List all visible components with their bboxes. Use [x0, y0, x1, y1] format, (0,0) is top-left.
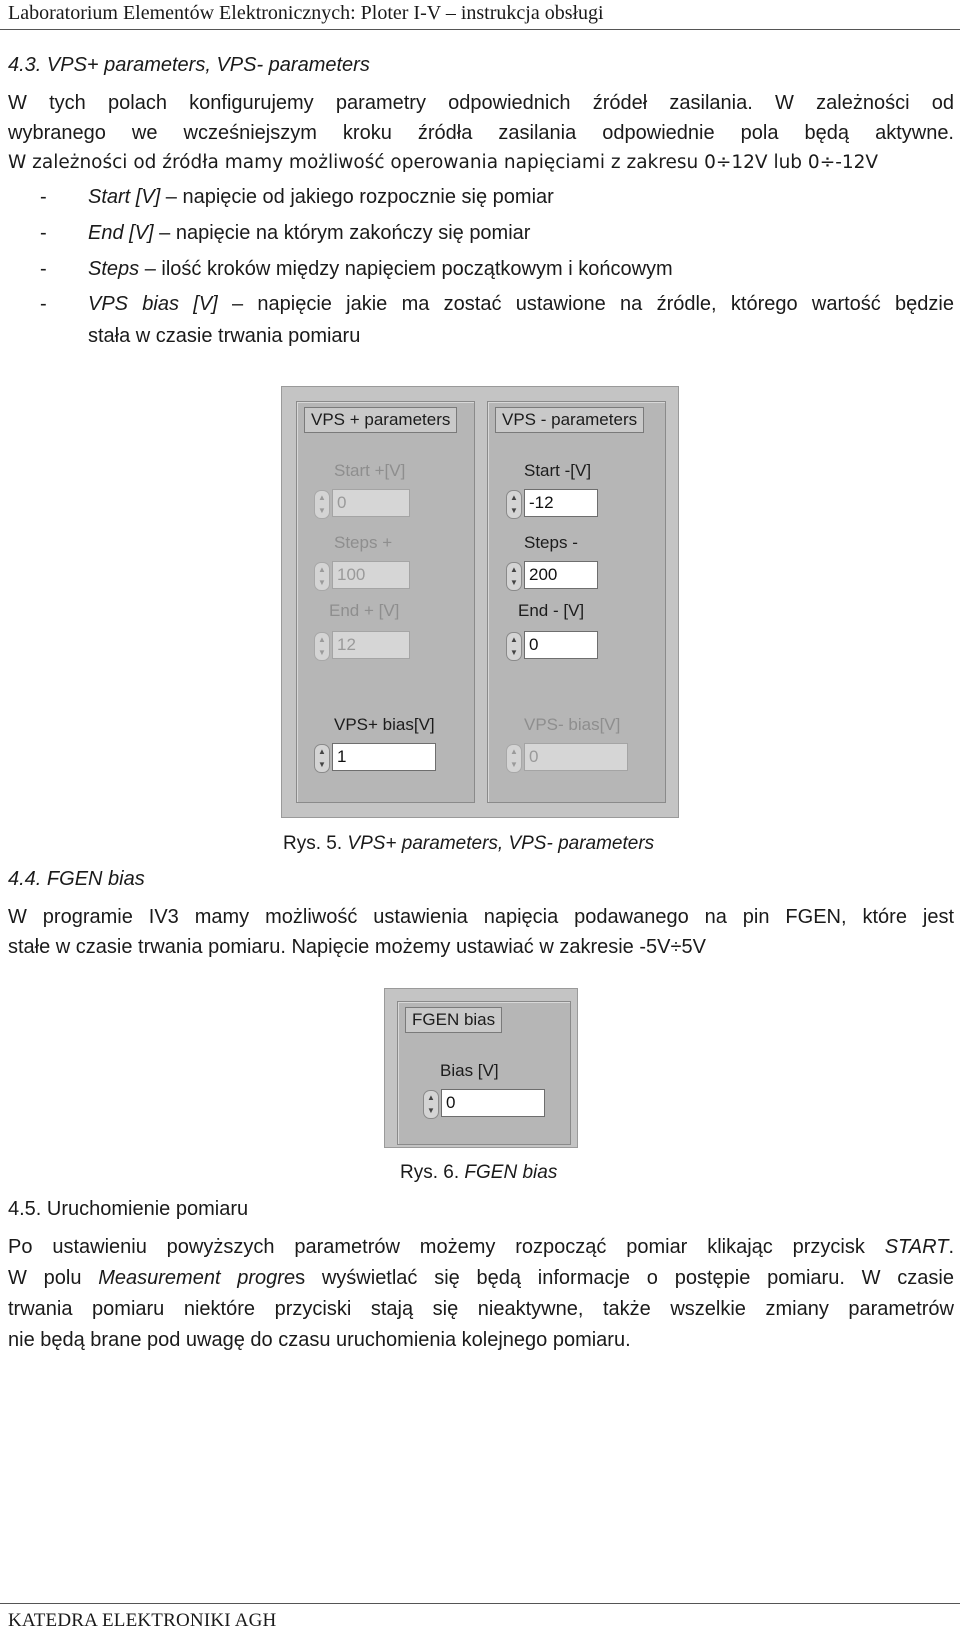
vps-minus-end-input[interactable]: 0: [524, 631, 598, 659]
vps-plus-bias-input[interactable]: 1: [332, 743, 436, 771]
bullet-end-text: End [V] – napięcie na którym zakończy się pomiar: [88, 222, 531, 244]
bullet-dash: -: [40, 186, 47, 208]
page-footer: KATEDRA ELEKTRONIKI AGH: [8, 1610, 277, 1631]
vps-plus-bias-label: VPS+ bias[V]: [334, 715, 435, 734]
vps-plus-steps-label: Steps +: [334, 533, 393, 552]
section-4-5-heading: 4.5. Uruchomienie pomiaru: [8, 1198, 249, 1220]
section-4-5-line3: trwania pomiaru niektóre przyciski stają się nieaktywne, także wszelkie zmiany parametrów: [8, 1298, 954, 1320]
footer-rule: [0, 1603, 960, 1604]
vps-minus-steps-label: Steps -: [524, 533, 578, 552]
section-4-3-heading: 4.3. VPS+ parameters, VPS- parameters: [8, 54, 370, 76]
header-rule: [0, 29, 960, 30]
vps-minus-end-label: End - [V]: [518, 601, 585, 620]
fgen-bias-figure: [384, 988, 578, 1148]
vps-plus-start-label: Start +[V]: [334, 461, 406, 480]
vps-plus-title: VPS + parameters: [304, 407, 457, 433]
numeric-spinner-icon[interactable]: ▲ ▼: [506, 562, 522, 591]
numeric-spinner-icon[interactable]: ▲ ▼: [506, 490, 522, 519]
vps-minus-title: VPS - parameters: [495, 407, 644, 433]
vps-minus-bias-input: 0: [524, 743, 628, 771]
numeric-spinner-icon: ▲ ▼: [506, 744, 522, 773]
fgen-bias-title: FGEN bias: [405, 1007, 502, 1033]
section-4-3-intro-line1: W tych polach konfigurujemy parametry odpowiednich źródeł zasilania. W zależności od: [8, 92, 954, 114]
numeric-spinner-icon: ▲ ▼: [314, 632, 330, 661]
bullet-start-text: Start [V] – napięcie od jakiego rozpocznie się pomiar: [88, 186, 554, 208]
vps-plus-steps-input: 100: [332, 561, 410, 589]
bullet-vps-bias-text: VPS bias [V] – napięcie jakie ma zostać ustawione na źródle, którego wartość będzie: [88, 293, 954, 315]
bullet-dash: -: [40, 293, 47, 315]
section-4-4-heading: 4.4. FGEN bias: [8, 868, 145, 890]
vps-plus-end-label: End + [V]: [329, 601, 400, 620]
numeric-spinner-icon[interactable]: ▲ ▼: [314, 744, 330, 773]
section-4-5-line4: nie będą brane pod uwagę do czasu uruchomienia kolejnego pomiaru.: [8, 1329, 631, 1351]
vps-plus-start-input: 0: [332, 489, 410, 517]
vps-minus-steps-input[interactable]: 200: [524, 561, 598, 589]
figure-5-caption: Rys. 5. VPS+ parameters, VPS- parameters: [283, 833, 655, 854]
section-4-4-line2: stałe w czasie trwania pomiaru. Napięcie możemy ustawiać w zakresie -5V÷5V: [8, 936, 706, 958]
page-header: Laboratorium Elementów Elektronicznych: Ploter I-V – instrukcja obsługi: [8, 2, 604, 24]
numeric-spinner-icon: ▲ ▼: [314, 562, 330, 591]
section-4-3-intro-line2: wybranego we wcześniejszym kroku źródła zasilania odpowiednie pola będą aktywne.: [8, 122, 954, 144]
section-4-5-line1: Po ustawieniu powyższych parametrów możemy rozpocząć pomiar klikając przycisk START.: [8, 1236, 954, 1258]
figure-6-caption: Rys. 6. FGEN bias: [400, 1162, 558, 1183]
numeric-spinner-icon[interactable]: ▲ ▼: [506, 632, 522, 661]
fgen-bias-input[interactable]: 0: [441, 1089, 545, 1117]
numeric-spinner-icon[interactable]: ▲ ▼: [423, 1090, 439, 1119]
vps-parameters-figure: [281, 386, 679, 818]
bullet-steps-text: Steps – ilość kroków między napięciem początkowym i końcowym: [88, 258, 673, 280]
vps-minus-start-label: Start -[V]: [524, 461, 592, 480]
fgen-bias-label: Bias [V]: [440, 1061, 499, 1080]
bullet-dash: -: [40, 222, 47, 244]
bullet-dash: -: [40, 258, 47, 280]
numeric-spinner-icon: ▲ ▼: [314, 490, 330, 519]
vps-minus-start-input[interactable]: -12: [524, 489, 598, 517]
vps-minus-bias-label: VPS- bias[V]: [524, 715, 621, 734]
section-4-5-line2: W polu Measurement progres wyświetlać się będą informacje o postępie pomiaru. W czasie: [8, 1267, 954, 1289]
section-4-3-intro-line3: W zależności od źródła mamy możliwość operowania napięciami z zakresu 0÷12V lub 0÷-12V: [8, 152, 879, 173]
section-4-4-line1: W programie IV3 mamy możliwość ustawienia napięcia podawanego na pin FGEN, które jest: [8, 906, 954, 928]
vps-plus-end-input: 12: [332, 631, 410, 659]
